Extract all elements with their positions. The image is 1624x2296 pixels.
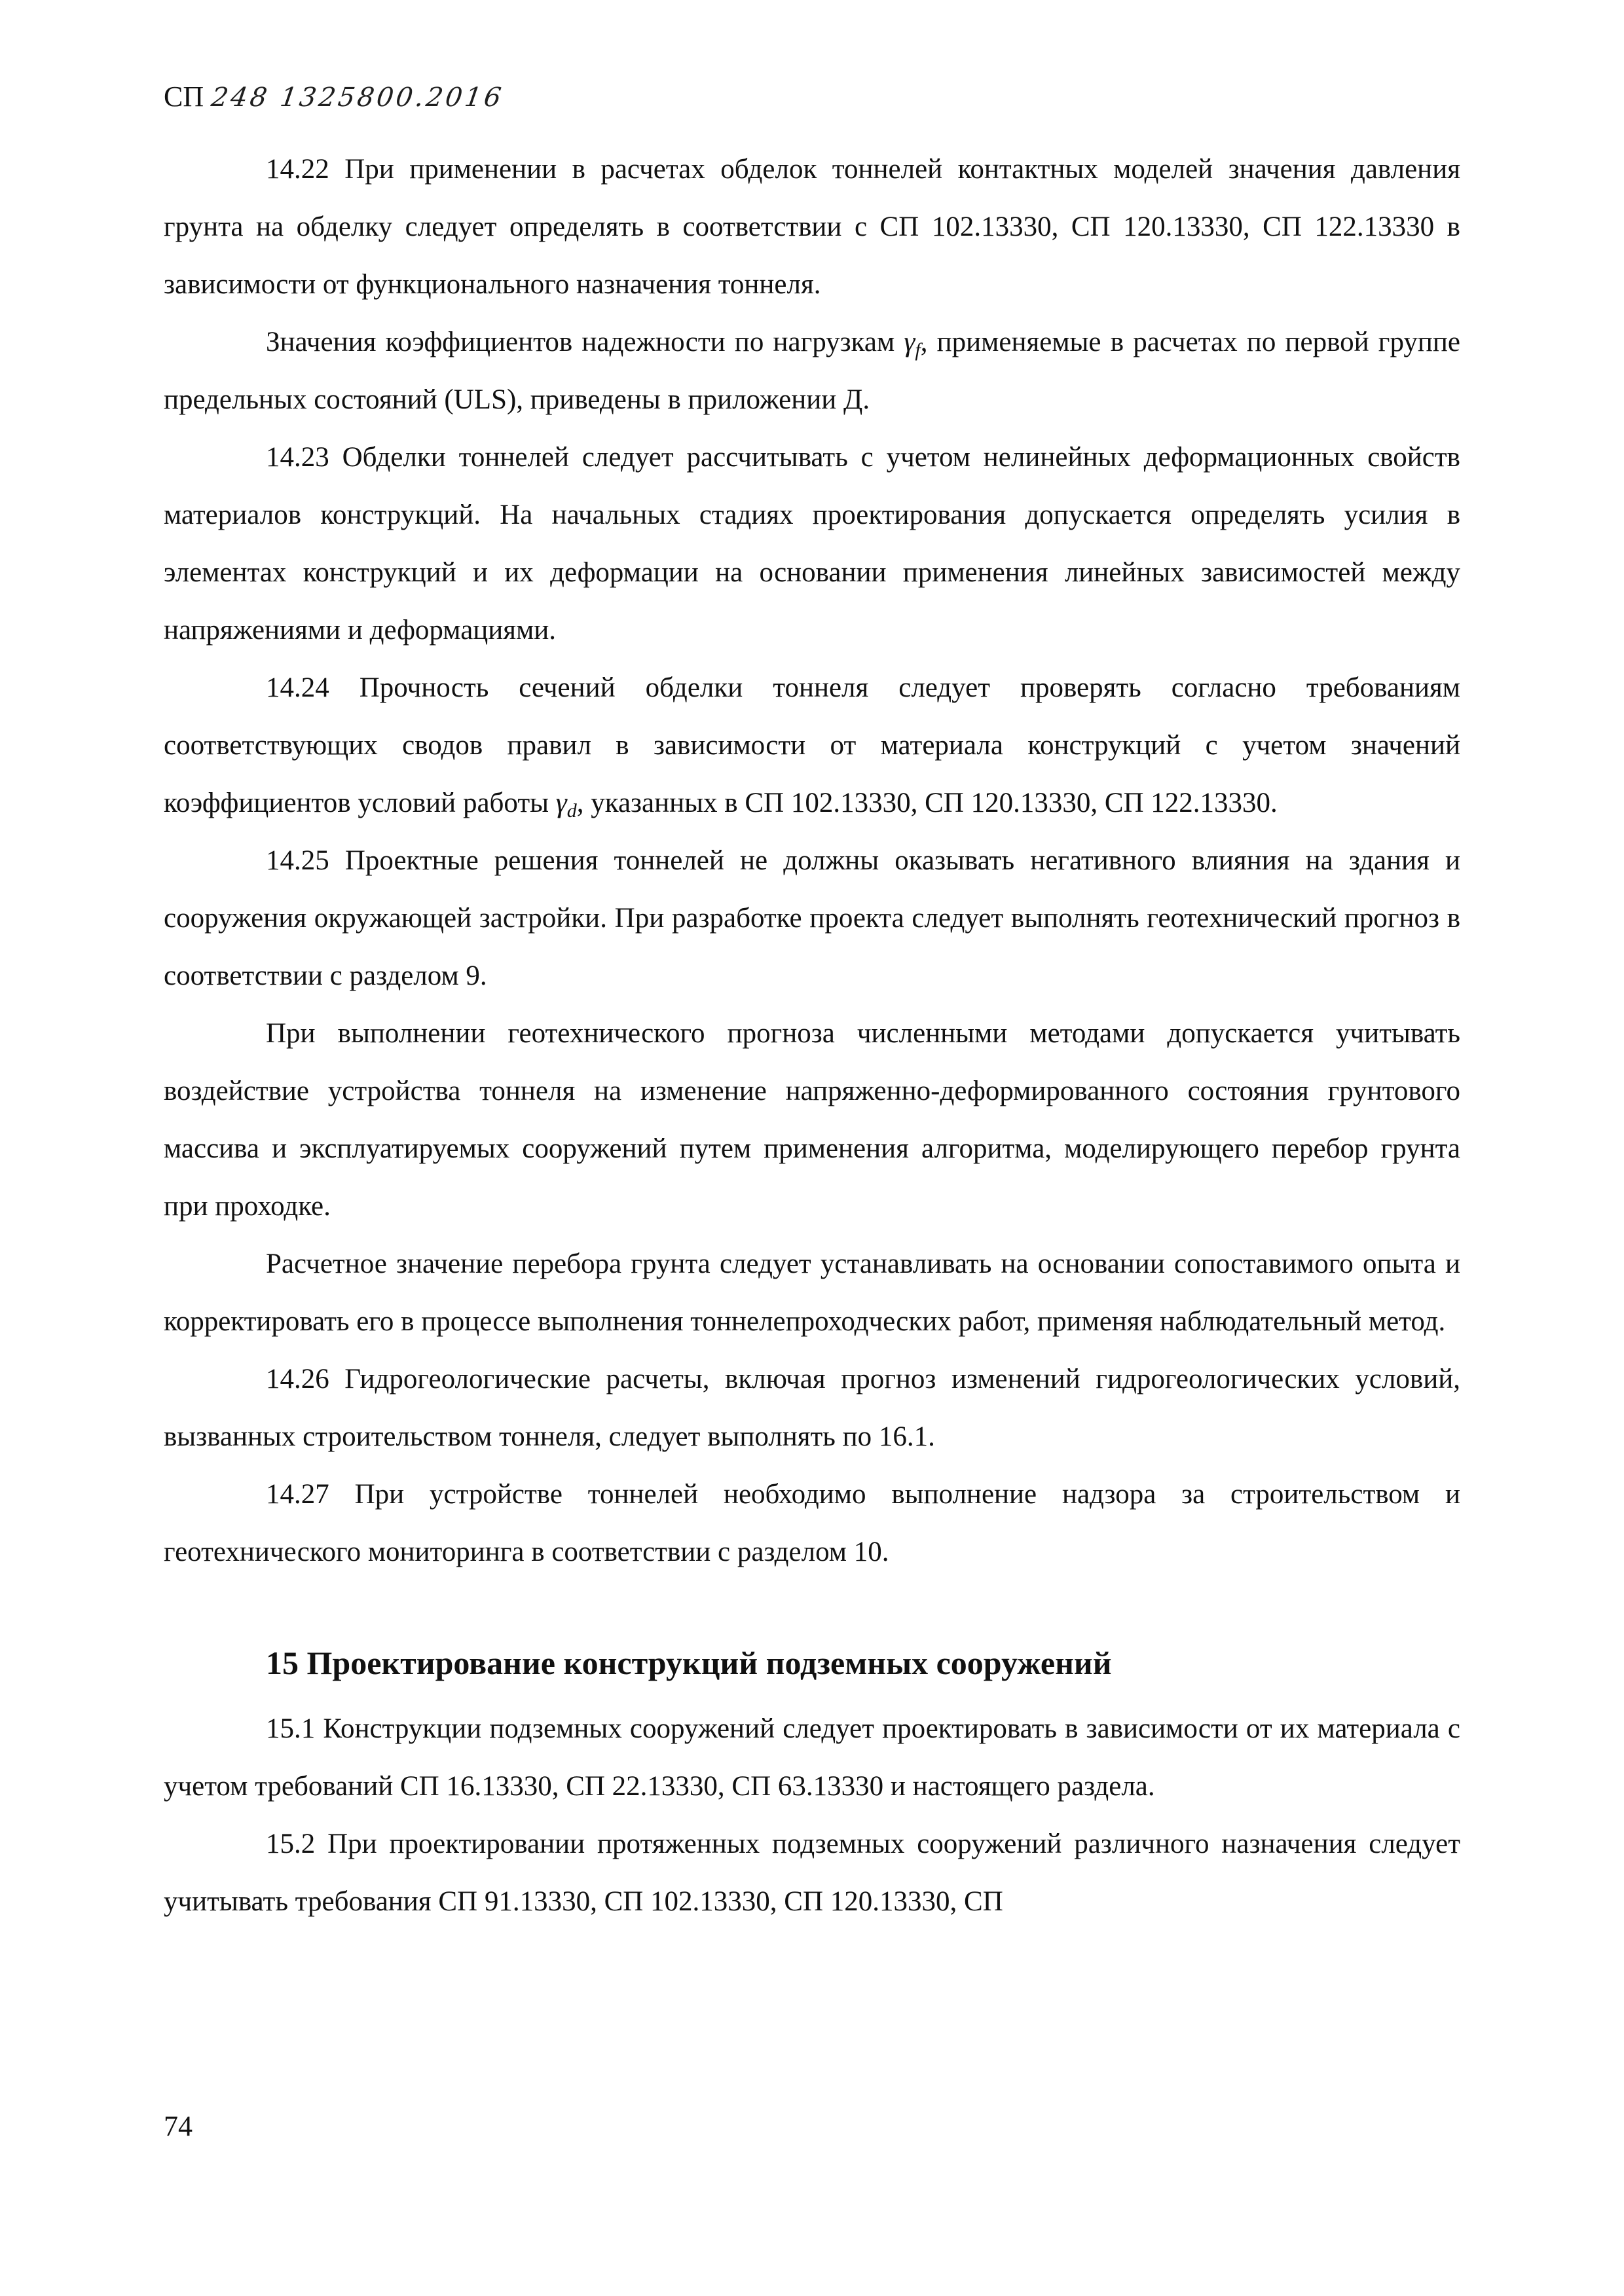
gamma-symbol: γ [904,327,915,357]
paragraph-14-23: 14.23 Обделки тоннелей следует рассчитывать с учетом нелинейных деформационных свойств материалов конструкций. На начальных стадиях проектирования допускается определять усилия в элементах конструкций и их деформации на основании применения линейных зависимостей между напряжениями и деформациями. [164,442,1460,646]
paragraph-overbreak: Расчетное значение перебора грунта следует устанавливать на основании сопоставимого опыта и корректировать его в процессе выполнения тоннелепроходческих работ, применяя наблюдательный метод. [164,1248,1460,1337]
paragraph-geotech-forecast: При выполнении геотехнического прогноза численными методами допускается учитывать воздействие устройства тоннеля на изменение напряженно-деформированного состояния грунтового массива и эксплуатируемых сооружений путем применения алгоритма, моделирующего перебор грунта при проходке. [164,1018,1460,1222]
paragraph-14-24 [164,659,1460,832]
text-run: 14.24 Прочность сечений обделки тоннеля следует проверять согласно требованиям соответствующих сводов правил в зависимости от материала конструкций с учетом значений коэффициентов условий работы [164,672,1460,818]
document-body [164,141,1460,1931]
paragraph-15-2: 15.2 При проектировании протяженных подземных сооружений различного назначения следует учитывать требования СП 91.13330, СП 102.13330, СП 120.13330, СП [164,1829,1460,1917]
paragraph-load-factors [164,314,1460,429]
standard-prefix: СП [164,81,204,113]
paragraph-15-1: 15.1 Конструкции подземных сооружений следует проектировать в зависимости от их материала с учетом требований СП 16.13330, СП 22.13330, СП 63.13330 и настоящего раздела. [164,1713,1460,1802]
handwritten-code: 248 1325800.2016 [209,82,506,113]
subscript-d: d [566,800,577,822]
document-header [164,77,504,117]
paragraph-14-27: 14.27 При устройстве тоннелей необходимо выполнение надзора за строительством и геотехнического мониторинга в соответствии с разделом 10. [164,1479,1460,1567]
section-heading-15: 15 Проектирование конструкций подземных сооружений [266,1645,1112,1681]
text-run: Значения коэффициентов надежности по нагрузкам [266,327,904,357]
paragraph-14-22: 14.22 При применении в расчетах обделок тоннелей контактных моделей значения давления грунта на обделку следует определять в соответствии с СП 102.13330, СП 120.13330, СП 122.13330 в зависимости от функционального назначения тоннеля. [164,154,1460,300]
gamma-symbol: γ [555,788,567,818]
text-run: , указанных в СП 102.13330, СП 120.13330, СП 122.13330. [576,788,1278,818]
page-number: 74 [164,2110,193,2142]
paragraph-14-26: 14.26 Гидрогеологические расчеты, включая прогноз изменений гидрогеологических условий, вызванных строительством тоннеля, следует выполнять по 16.1. [164,1364,1460,1452]
text-run: , применяемые в расчетах по первой группе предельных состояний (ULS), приведены в приложении Д. [164,327,1460,415]
subscript-f: f [915,339,921,361]
paragraph-14-25: 14.25 Проектные решения тоннелей не должны оказывать негативного влияния на здания и сооружения окружающей застройки. При разработке проекта следует выполнять геотехнический прогноз в соответствии с разделом 9. [164,845,1460,991]
